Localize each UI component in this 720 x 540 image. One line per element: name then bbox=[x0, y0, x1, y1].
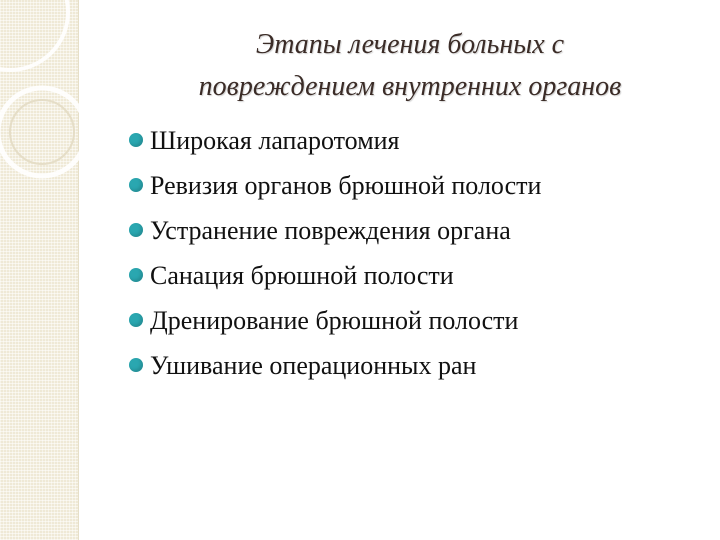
bullet-dot-icon bbox=[129, 223, 143, 237]
bullet-dot-icon bbox=[129, 133, 143, 147]
slide-title bbox=[120, 24, 700, 108]
list-item bbox=[128, 298, 541, 343]
list-item bbox=[128, 253, 541, 298]
list-item-text: Ушивание операционных ран bbox=[150, 351, 477, 380]
bullet-list bbox=[128, 118, 541, 388]
list-item-text: Ревизия органов брюшной полости bbox=[150, 171, 542, 200]
list-item-text: Дренирование брюшной полости bbox=[150, 306, 519, 335]
list-item bbox=[128, 163, 541, 208]
list-item bbox=[128, 118, 541, 163]
list-item-text: Широкая лапаротомия bbox=[150, 126, 400, 155]
bullet-dot-icon bbox=[129, 268, 143, 282]
list-item-text: Санация брюшной полости bbox=[150, 261, 454, 290]
list-item bbox=[128, 343, 541, 388]
title-line-2: повреждением внутренних органов bbox=[198, 71, 622, 102]
list-item-text: Устранение повреждения органа bbox=[150, 216, 511, 245]
list-item bbox=[128, 208, 541, 253]
title-line-1: Этапы лечения больных с bbox=[255, 29, 565, 60]
bullet-dot-icon bbox=[129, 358, 143, 372]
bullet-dot-icon bbox=[129, 178, 143, 192]
bullet-dot-icon bbox=[129, 313, 143, 327]
decorative-circles bbox=[0, 0, 120, 200]
